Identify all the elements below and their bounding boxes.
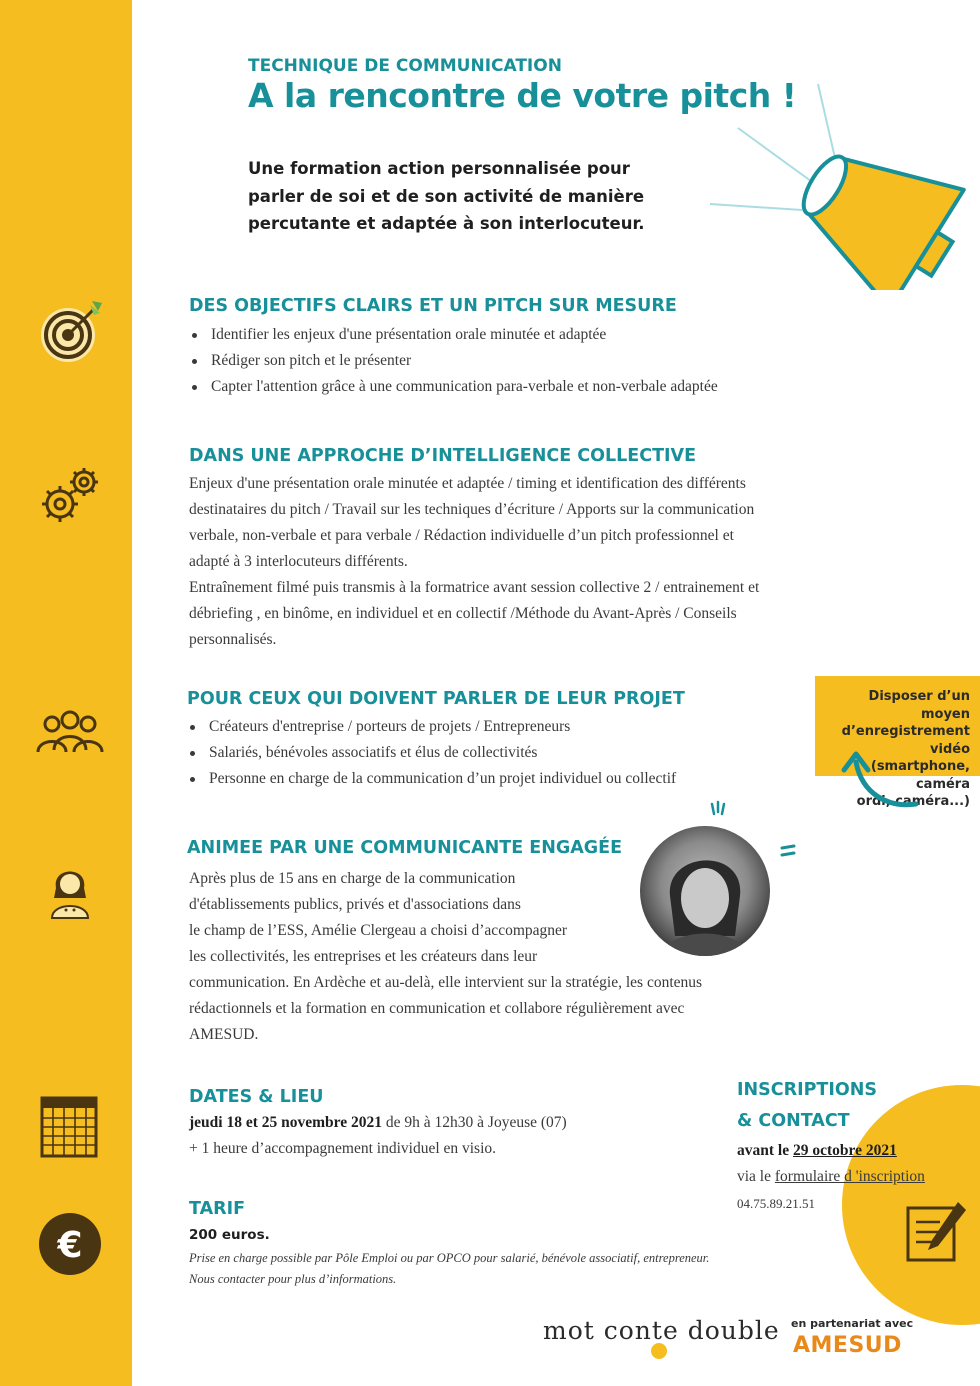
note-line: Disposer d’un moyen xyxy=(868,689,970,722)
date-value: jeudi 18 et 25 novembre 2021 xyxy=(189,1114,383,1131)
form-line xyxy=(737,1164,925,1190)
price-note xyxy=(189,1248,809,1290)
text-line: AMESUD. xyxy=(189,1026,259,1043)
text-line: adapté à 3 interlocuteurs différents. xyxy=(189,553,408,570)
list-item: Salariés, bénévoles associatifs et élus de collectivités xyxy=(187,740,676,766)
note-line: ordi, caméra...) xyxy=(856,794,970,809)
note-line: (smartphone, caméra xyxy=(870,759,970,792)
note-line: Nous contacter pour plus d’informations. xyxy=(189,1272,397,1286)
audience-heading: POUR CEUX QUI DOIVENT PARLER DE LEUR PROJET xyxy=(187,689,685,709)
text-line: rédactionnels et la formation en communication et collabore régulièrement avec xyxy=(189,1000,685,1017)
svg-text:€: € xyxy=(57,1225,83,1266)
intro-text: Une formation action personnalisée pour parler de soi et de son activité de manière percutante et adaptée à son interlocuteur. xyxy=(248,159,645,233)
text-line: personnalisés. xyxy=(189,631,277,648)
text-line: verbale, non-verbale et para verbale / Rédaction individuelle d’un pitch professionnel et xyxy=(189,527,734,544)
megaphone-icon xyxy=(700,80,970,290)
form-label: via le xyxy=(737,1168,775,1185)
phone-number: 04.75.89.21.51 xyxy=(737,1196,815,1211)
registration-form-link[interactable]: formulaire d 'inscription xyxy=(774,1168,925,1185)
text-line: débriefing , en binôme, en individuel et en collectif /Méthode du Avant-Après / Conseils xyxy=(189,605,737,622)
objectives-heading: DES OBJECTIFS CLAIRS ET UN PITCH SUR MESURE xyxy=(189,296,677,316)
text-line: Après plus de 15 ans en charge de la communication xyxy=(189,870,516,887)
list-item: Personne en charge de la communication d’un projet individuel ou collectif xyxy=(187,766,676,792)
calendar-icon xyxy=(34,1090,106,1162)
partner-label: en partenariat avec xyxy=(791,1317,914,1330)
partner-logo: AMESUD xyxy=(793,1333,902,1358)
sidebar xyxy=(0,0,132,1386)
euro-icon xyxy=(34,1210,106,1282)
group-icon xyxy=(34,698,106,770)
list-item: Capter l'attention grâce à une communication para-verbale et non-verbale adaptée xyxy=(189,374,718,400)
text-line: les collectivités, les entreprises et les créateurs dans leur xyxy=(189,948,538,965)
trainer-photo xyxy=(640,826,770,956)
text-line: destinataires du pitch / Travail sur les techniques d’écriture / Apports sur la communication xyxy=(189,501,755,518)
page-title: A la rencontre de votre pitch ! xyxy=(248,76,797,115)
text-line: le champ de l’ESS, Amélie Clergeau a choisi d’accompagner xyxy=(189,922,568,939)
text-line: d'établissements publics, privés et d'associations dans xyxy=(189,896,521,913)
dates-line xyxy=(189,1110,567,1136)
deadline-value: 29 octobre 2021 xyxy=(792,1142,897,1159)
gears-icon xyxy=(34,460,106,532)
dates-extra: + 1 heure d’accompagnement individuel en visio. xyxy=(189,1140,497,1157)
brand-logo: mot conte double xyxy=(543,1316,780,1342)
sparkle-icon xyxy=(706,800,730,818)
woman-icon xyxy=(34,852,106,924)
logo-dot xyxy=(651,1343,667,1359)
contact-heading: & CONTACT xyxy=(737,1111,850,1131)
trainer-heading: ANIMEE PAR UNE COMMUNICANTE ENGAGÉE xyxy=(187,838,623,858)
price-value: 200 euros. xyxy=(189,1227,270,1243)
approach-text xyxy=(189,471,889,653)
list-item: Créateurs d'entreprise / porteurs de projets / Entrepreneurs xyxy=(187,714,676,740)
note-line: Prise en charge possible par Pôle Emploi ou par OPCO pour salarié, bénévole associatif, entrepreneur. xyxy=(189,1251,710,1265)
approach-heading: DANS UNE APPROCHE D’INTELLIGENCE COLLECTIVE xyxy=(189,446,697,466)
notepad-icon xyxy=(900,1196,970,1266)
deadline-line xyxy=(737,1138,897,1164)
inscriptions-heading: INSCRIPTIONS xyxy=(737,1080,877,1100)
kicker: TECHNIQUE DE COMMUNICATION xyxy=(248,56,562,76)
arrow-icon xyxy=(838,748,928,812)
text-line: Entraînement filmé puis transmis à la formatrice avant session collective 2 / entrainement et xyxy=(189,579,760,596)
text-line: communication. En Ardèche et au-delà, elle intervient sur la stratégie, les contenus xyxy=(189,974,703,991)
text-line: Enjeux d'une présentation orale minutée et adaptée / timing et identification des différents xyxy=(189,475,746,492)
list-item: Identifier les enjeux d'une présentation orale minutée et adaptée xyxy=(189,322,718,348)
date-details: de 9h à 12h30 à Joyeuse (07) xyxy=(382,1114,567,1131)
price-heading: TARIF xyxy=(189,1199,246,1219)
audience-list xyxy=(187,714,676,792)
dash-icon xyxy=(778,843,798,859)
target-icon xyxy=(34,297,106,369)
deadline-label: avant le xyxy=(737,1142,793,1159)
objectives-list xyxy=(189,322,718,400)
list-item: Rédiger son pitch et le présenter xyxy=(189,348,718,374)
note-line: d’enregistrement vidéo xyxy=(841,724,970,757)
dates-heading: DATES & LIEU xyxy=(189,1087,324,1107)
